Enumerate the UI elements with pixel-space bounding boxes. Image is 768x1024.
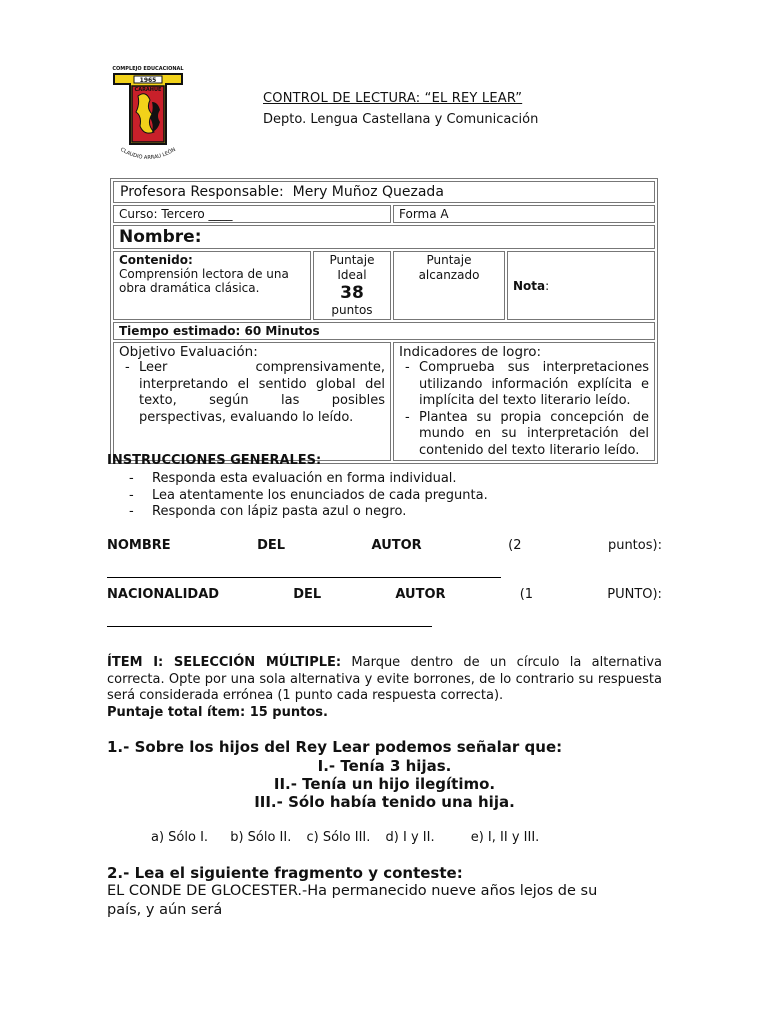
option-e[interactable]: e) I, II y III. <box>470 830 540 845</box>
nota-colon: : <box>545 278 550 293</box>
statement-1: I.- Tenía 3 hijas. <box>317 757 452 775</box>
item1-total: Puntaje total ítem: 15 puntos. <box>107 704 328 720</box>
profesora-label: Profesora Responsable: <box>120 184 284 200</box>
item1-label: ÍTEM I: SELECCIÓN MÚLTIPLE: <box>107 655 342 670</box>
indicadores-label: Indicadores de logro: <box>399 344 542 360</box>
puntaje-ideal-unit: puntos <box>331 303 373 317</box>
instrucciones-title: INSTRUCCIONES GENERALES: <box>107 453 322 468</box>
objetivo-item: - Leer comprensivamente, interpretando el sentido global del texto, según las posibles perspectivas, evaluando lo leído. <box>119 360 385 426</box>
item1-instructions <box>107 655 662 721</box>
nacionalidad-word: NACIONALIDAD <box>107 587 220 602</box>
option-a[interactable]: a) Sólo I. <box>151 830 209 845</box>
del-word: DEL <box>293 587 322 602</box>
nombre-autor-answer-line[interactable] <box>107 577 501 578</box>
points-open: (2 <box>508 538 522 553</box>
puntaje-ideal-label-2: Ideal <box>337 268 367 282</box>
del-word: DEL <box>257 538 286 553</box>
logo-top-text: COMPLEJO EDUCACIONAL <box>112 66 184 72</box>
option-b[interactable]: b) Sólo II. <box>230 830 292 845</box>
question-1-options <box>151 830 601 845</box>
logo-bottom-text: CLAUDIO ARRAU LEÓN <box>119 146 177 162</box>
forma-cell: Forma A <box>393 205 655 223</box>
fragment-speaker: EL CONDE DE GLOCESTER <box>107 883 298 899</box>
points-open: (1 <box>519 587 534 602</box>
contenido-value: Comprensión lectora de una obra dramática clásica. <box>119 267 289 295</box>
indicador-item: - Plantea su propia concepción de mundo en su interpretación del contenido del texto literario leído. <box>399 410 649 460</box>
objetivo-colon: : <box>253 344 258 360</box>
instruccion-item: - Lea atentamente los enunciados de cada pregunta. <box>107 488 547 505</box>
question-1-statements <box>107 757 662 811</box>
statement-2: II.- Tenía un hijo ilegítimo. <box>273 775 496 793</box>
puntaje-ideal-label-1: Puntaje <box>329 253 375 267</box>
question-2-fragment <box>107 882 667 920</box>
item1-text: Marque dentro de un círculo la alternativa correcta. Opte por una sola alternativa y evite borrones, de lo contrario su respuesta será considerada errónea (1 punto cada respuesta correcta). <box>107 655 662 703</box>
indicadores-list <box>399 360 649 459</box>
indicador-item: - Comprueba sus interpretaciones utilizando información explícita e implícita del texto literario leído. <box>399 360 649 410</box>
tiempo-estimado: Tiempo estimado: 60 Minutos <box>113 322 655 340</box>
objetivo-list <box>119 360 385 426</box>
info-table <box>110 178 658 464</box>
points-label: puntos): <box>607 538 662 553</box>
instruccion-item: - Responda con lápiz pasta azul o negro. <box>107 504 547 521</box>
svg-text:CLAUDIO ARRAU LEÓN <box>119 147 177 161</box>
puntaje-alcanzado-label-1: Puntaje <box>426 253 472 267</box>
puntaje-alcanzado-label-2: alcanzado <box>418 268 480 282</box>
nacionalidad-answer-line[interactable] <box>107 626 432 627</box>
fragment-line-2: país, y aún será <box>107 902 223 918</box>
option-d[interactable]: d) I y II. <box>385 830 435 845</box>
nacionalidad-prompt <box>107 587 662 602</box>
instruccion-item: - Responda esta evaluación en forma individual. <box>107 471 547 488</box>
nota-label: Nota <box>513 278 546 293</box>
statement-3: III.- Sólo había tenido una hija. <box>254 793 515 811</box>
school-logo <box>108 62 188 168</box>
profesora-value: Mery Muñoz Quezada <box>292 184 444 200</box>
autor-word: AUTOR <box>395 587 446 602</box>
objetivo-label: Objetivo Evaluación <box>119 344 254 360</box>
question-2-prompt: 2.- Lea el siguiente fragmento y conteste: <box>107 864 463 882</box>
fragment-line-1: .-Ha permanecido nueve años lejos de su <box>297 883 598 899</box>
puntaje-ideal-value: 38 <box>340 283 364 303</box>
department: Depto. Lengua Castellana y Comunicación <box>263 112 539 127</box>
autor-word: AUTOR <box>371 538 422 553</box>
question-1-prompt: 1.- Sobre los hijos del Rey Lear podemos señalar que: <box>107 738 563 756</box>
contenido-label: Contenido: <box>119 253 193 267</box>
nombre-field: Nombre: <box>113 225 655 249</box>
document-title: CONTROL DE LECTURA: “EL REY LEAR” <box>263 91 523 106</box>
logo-city: CARAHUE <box>134 87 162 93</box>
nombre-autor-prompt <box>107 538 662 553</box>
instrucciones-list <box>107 471 547 521</box>
nombre-word: NOMBRE <box>107 538 171 553</box>
points-label: PUNTO): <box>607 587 662 602</box>
curso-cell: Curso: Tercero ____ <box>113 205 391 223</box>
option-c[interactable]: c) Sólo III. <box>306 830 371 845</box>
logo-year: 1965 <box>139 77 157 84</box>
